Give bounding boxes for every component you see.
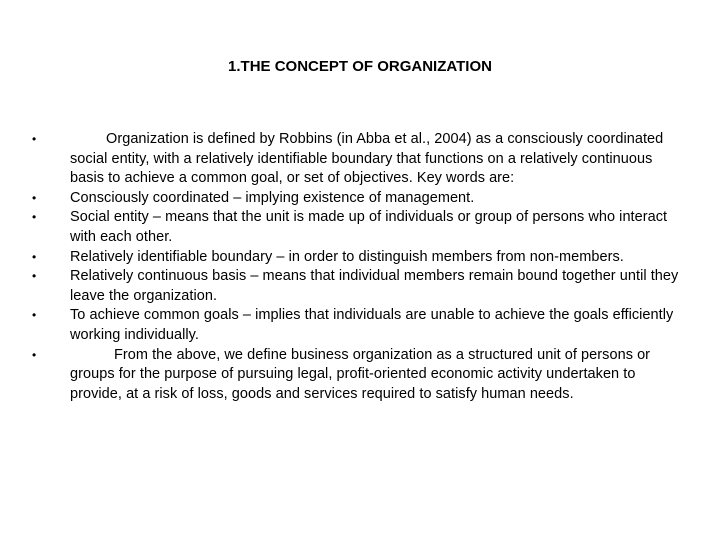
bullet-icon: • xyxy=(32,132,37,146)
bullet-item-common-goals xyxy=(32,306,682,345)
bullet-item-social-entity xyxy=(32,208,682,247)
bullet-item-identifiable-boundary xyxy=(32,248,682,268)
bullet-text: From the above, we define business organization as a structured unit of persons or groups for the purpose of pursuing legal, profit-oriented economic activity undertaken to provide, at a risk of loss, goods and services required to satisfy human needs. xyxy=(70,346,651,402)
bullet-item-business-organization xyxy=(32,346,682,405)
bullet-list xyxy=(32,130,682,404)
bullet-icon: • xyxy=(32,190,37,205)
slide-title: 1.THE CONCEPT OF ORGANIZATION xyxy=(228,58,492,75)
bullet-text: Relatively continuous basis – means that individual members remain bound together until they leave the organization. xyxy=(70,268,679,304)
bullet-icon: • xyxy=(32,347,37,362)
bullet-icon: • xyxy=(32,308,37,323)
bullet-item-consciously-coordinated xyxy=(32,189,682,209)
bullet-item-definition xyxy=(32,130,682,189)
bullet-icon: • xyxy=(32,210,37,225)
bullet-icon: • xyxy=(32,269,37,284)
bullet-text: Consciously coordinated – implying existence of management. xyxy=(70,189,475,206)
bullet-icon: • xyxy=(32,249,37,264)
bullet-text: Organization is defined by Robbins (in Abba et al., 2004) as a consciously coordinated social entity, with a relatively identifiable boundary that functions on a relatively continuous basis to achieve a common goal, or set of objectives. Key words are: xyxy=(70,131,664,187)
bullet-item-continuous-basis xyxy=(32,267,682,306)
bullet-text: To achieve common goals – implies that individuals are unable to achieve the goals efficiently working individually. xyxy=(70,307,674,343)
bullet-text: Social entity – means that the unit is made up of individuals or group of persons who interact with each other. xyxy=(70,209,668,245)
bullet-text: Relatively identifiable boundary – in order to distinguish members from non-members. xyxy=(70,248,624,265)
